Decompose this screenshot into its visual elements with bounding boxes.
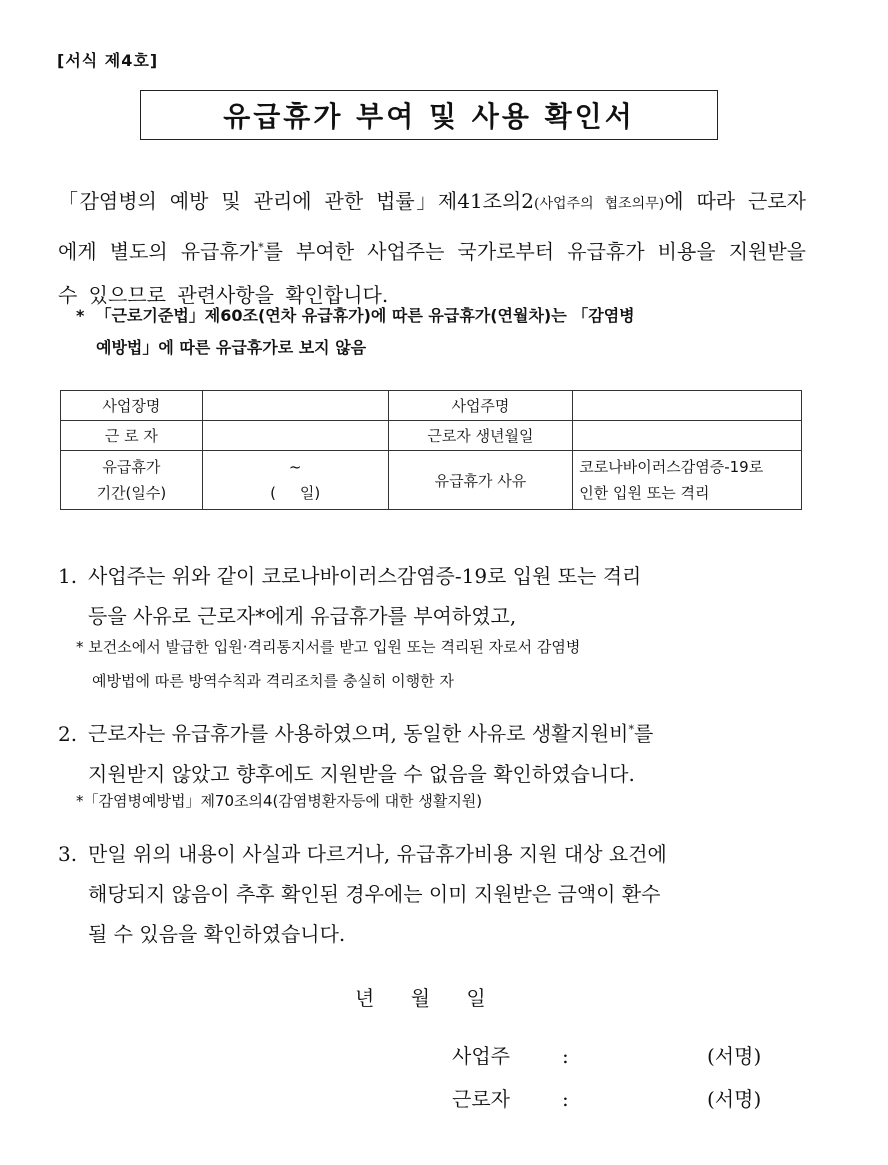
date-year: 년 (355, 986, 375, 1010)
intro-text-small: (사업주의 협조의무) (534, 196, 665, 212)
item-number: 2. (58, 721, 78, 746)
intro-paragraph (58, 180, 806, 317)
table-row (61, 421, 802, 451)
form-number-label: [서식 제4호] (57, 51, 159, 70)
intro-text-3: 를 부여한 사업주는 국가로부터 유급휴가 비용을 지원받을 수 있으므로 관련사항을 확인합니다. (58, 239, 806, 307)
item-1-footnote (76, 630, 806, 698)
owner-label: 사업주명 (388, 391, 573, 421)
statement-item-3 (58, 834, 808, 954)
footnote-mark: * (628, 723, 634, 736)
item-number: 1. (58, 564, 78, 588)
item-2-line-2: 지원받지 않았고 향후에도 지원받을 수 없음을 확인하였습니다. (88, 761, 635, 786)
signature-row-worker (452, 1083, 792, 1112)
owner-field[interactable] (573, 391, 802, 421)
item-2-note-line-1: 「감염병예방법」제70조의4(감염병환자등에 대한 생활지원) (83, 792, 483, 810)
item-1-note-line-1: 보건소에서 발급한 입원·격리통지서를 받고 입원 또는 격리된 자로서 감염병 (88, 638, 581, 656)
signature-colon: : (562, 1087, 569, 1111)
document-title-box (140, 90, 718, 140)
workplace-field[interactable] (202, 391, 388, 421)
period-label-line-2: 기간(일수) (96, 484, 167, 502)
period-days: ( 일) (270, 484, 321, 502)
item-3-line-1: 만일 위의 내용이 사실과 다르거나, 유급휴가비용 지원 대상 요건에 (88, 842, 667, 866)
statement-item-2 (58, 710, 808, 794)
intro-text-1: 「감염병의 예방 및 관리에 관한 법률」제41조의2 (58, 189, 535, 213)
reason-line-2: 인한 입원 또는 격리 (579, 484, 710, 502)
signature-role: 근로자 (452, 1087, 510, 1111)
exclusion-note (76, 300, 806, 364)
item-3-line-2: 해당되지 않음이 추후 확인된 경우에는 이미 지원받은 금액이 환수 (88, 882, 661, 906)
signature-colon: : (562, 1044, 569, 1068)
footnote-mark: * (76, 792, 84, 810)
reason-label: 유급휴가 사유 (388, 451, 573, 510)
worker-label: 근 로 자 (61, 421, 203, 451)
footnote-mark: * (76, 638, 84, 656)
statement-item-1 (58, 556, 808, 636)
item-1-note-line-2: 예방법에 따른 방역수칙과 격리조치를 충실히 이행한 자 (92, 672, 454, 690)
reason-value (573, 451, 802, 510)
intro-text-2: 에 따라 근로자에게 별도의 유급휴가 (58, 189, 806, 264)
birth-field[interactable] (573, 421, 802, 451)
signature-role: 사업주 (452, 1044, 510, 1068)
date-line (355, 982, 486, 1011)
item-2-line-1b: 를 (633, 721, 654, 746)
item-number: 3. (58, 842, 78, 866)
period-label-line-1: 유급휴가 (102, 458, 161, 476)
info-table (60, 390, 802, 510)
period-tilde: ~ (288, 458, 302, 476)
footnote-mark: * (258, 241, 264, 254)
item-3-line-3: 될 수 있음을 확인하였습니다. (88, 922, 346, 946)
birth-label: 근로자 생년월일 (388, 421, 573, 451)
date-day: 일 (466, 986, 486, 1010)
note-bullet: * (76, 306, 85, 325)
item-1-line-1: 사업주는 위와 같이 코로나바이러스감염증-19로 입원 또는 격리 (88, 564, 642, 588)
item-2-line-1a: 근로자는 유급휴가를 사용하였으며, 동일한 사유로 생활지원비 (88, 721, 629, 746)
item-1-line-2: 등을 사유로 근로자*에게 유급휴가를 부여하였고, (88, 604, 517, 628)
period-field[interactable] (202, 451, 388, 510)
signature-field[interactable]: (서명) (707, 1044, 762, 1068)
period-label (61, 451, 203, 510)
signature-field[interactable]: (서명) (707, 1087, 762, 1111)
reason-line-1: 코로나바이러스감염증-19로 (579, 458, 764, 476)
table-row (61, 391, 802, 421)
document-title: 유급휴가 부여 및 사용 확인서 (223, 100, 635, 133)
table-row (61, 451, 802, 510)
note-line-1: 「근로기준법」제60조(연차 유급휴가)에 따른 유급휴가(연월차)는 「감염병 (95, 306, 635, 325)
worker-field[interactable] (202, 421, 388, 451)
workplace-label: 사업장명 (61, 391, 203, 421)
note-line-2: 예방법」에 따른 유급휴가로 보지 않음 (96, 338, 367, 357)
signature-row-owner (452, 1040, 792, 1069)
date-month: 월 (410, 986, 431, 1010)
item-2-footnote (76, 784, 806, 818)
